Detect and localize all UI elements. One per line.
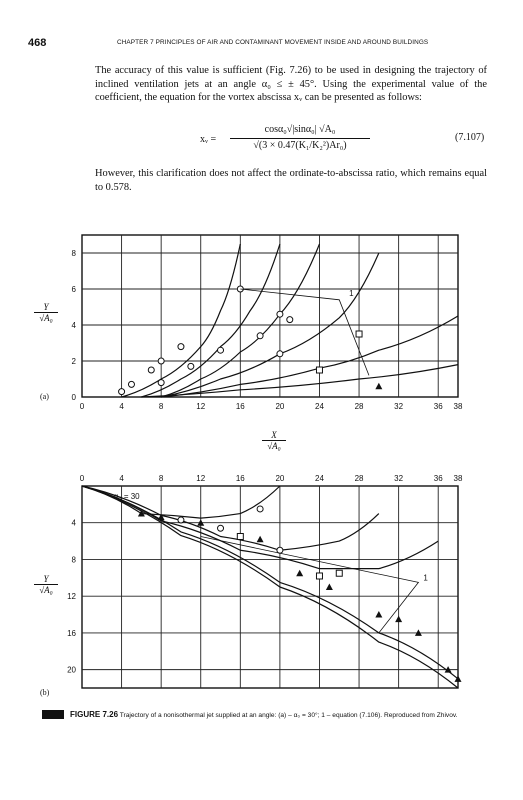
chart-b-ylabel-num: Y bbox=[34, 574, 58, 585]
data-point-triangle bbox=[375, 611, 382, 618]
x-tick-label: 36 bbox=[433, 474, 443, 483]
data-point-circle bbox=[277, 351, 283, 357]
plot-frame bbox=[82, 235, 458, 397]
data-point-circle bbox=[148, 367, 154, 373]
data-point-circle bbox=[128, 381, 134, 387]
chart-b-ylabel-den: √A₀ bbox=[39, 585, 53, 595]
annotation-label: 1 bbox=[423, 573, 428, 583]
data-point-circle bbox=[178, 517, 184, 523]
series-line-5 bbox=[141, 365, 458, 397]
data-point-square bbox=[316, 367, 322, 373]
y-tick-label: 4 bbox=[71, 321, 76, 330]
x-tick-label: 32 bbox=[394, 402, 404, 411]
paragraph-2: However, this clarification does not affect the ordinate-to-abscissa ratio, which remains equal to 0.578. bbox=[95, 168, 487, 193]
equation-lhs: xᵥ = bbox=[200, 134, 217, 145]
equation-number: (7.107) bbox=[455, 132, 485, 143]
caption-text: Trajectory of a nonisothermal jet supplied at an angle: (a) – α₀ = 30°; 1 – equation (7.106). Reproduced from Zhivov. bbox=[119, 712, 458, 719]
y-tick-label: 16 bbox=[67, 628, 76, 638]
x-tick-label: 0 bbox=[79, 402, 85, 411]
chart-a-ylabel bbox=[34, 302, 58, 323]
chart-b-ylabel bbox=[34, 574, 58, 595]
data-point-circle bbox=[158, 380, 164, 386]
angle-label: α₀ = 30 bbox=[113, 491, 140, 501]
data-point-triangle bbox=[326, 584, 333, 591]
annotation-leader bbox=[201, 537, 419, 633]
chart-b-panel-label: (b) bbox=[40, 688, 50, 697]
y-tick-label: 20 bbox=[67, 665, 76, 675]
x-tick-label: 8 bbox=[158, 474, 164, 483]
x-tick-label: 16 bbox=[235, 474, 245, 483]
data-point-square bbox=[336, 570, 342, 576]
caption-label: FIGURE 7.26 bbox=[70, 710, 119, 719]
equation-denominator: √(3 × 0.47(K₁/K₂²)Ar₀) bbox=[253, 140, 347, 151]
x-axis-label-den: √A₀ bbox=[267, 441, 281, 451]
y-tick-label: 4 bbox=[71, 518, 76, 528]
data-point-triangle bbox=[395, 616, 402, 623]
data-point-circle bbox=[188, 363, 194, 369]
chart-a bbox=[0, 215, 523, 415]
x-tick-label: 28 bbox=[354, 474, 364, 483]
y-tick-label: 8 bbox=[71, 249, 76, 258]
figure-caption bbox=[70, 710, 480, 720]
data-point-triangle bbox=[296, 570, 303, 577]
annotation-leader bbox=[240, 289, 369, 375]
data-point-triangle bbox=[375, 383, 382, 390]
data-point-circle bbox=[257, 333, 263, 339]
data-point-circle bbox=[218, 525, 224, 531]
data-point-square bbox=[237, 534, 243, 540]
data-point-circle bbox=[257, 506, 263, 512]
data-point-circle bbox=[178, 344, 184, 350]
data-point-square bbox=[356, 331, 362, 337]
running-title: CHAPTER 7 PRINCIPLES OF AIR AND CONTAMINANT MOVEMENT INSIDE AND AROUND BUILDINGS bbox=[117, 39, 429, 46]
x-tick-label: 36 bbox=[433, 402, 443, 411]
paragraph-1: The accuracy of this value is sufficient (Fig. 7.26) to be used in designing the trajectory of inclined ventilation jets at an angle α₀ ≤ ± 45°. Using the experimental value of the coefficient, the equation for the vortex abscissa xᵥ can be presented as follows: bbox=[95, 65, 487, 104]
x-tick-label: 38 bbox=[453, 402, 463, 411]
x-tick-label: 20 bbox=[275, 402, 285, 411]
x-axis-label bbox=[262, 430, 286, 451]
chart-a-panel-label: (a) bbox=[40, 392, 49, 401]
caption-marker bbox=[42, 710, 64, 719]
x-tick-label: 4 bbox=[119, 402, 124, 411]
data-point-circle bbox=[119, 389, 125, 395]
x-tick-label: 28 bbox=[354, 402, 364, 411]
x-axis-label-num: X bbox=[262, 430, 286, 441]
page-number: 468 bbox=[28, 37, 47, 49]
y-tick-label: 12 bbox=[67, 592, 76, 602]
equation-numerator: cosα₀√|sinα₀| √A₀ bbox=[264, 124, 336, 135]
x-tick-label: 24 bbox=[315, 402, 324, 411]
x-tick-label: 0 bbox=[79, 474, 85, 483]
data-point-circle bbox=[287, 317, 293, 323]
y-tick-label: 6 bbox=[71, 285, 76, 294]
series-line-0 bbox=[82, 486, 280, 518]
chart-a-ylabel-num: Y bbox=[34, 302, 58, 313]
y-tick-label: 0 bbox=[71, 393, 76, 402]
x-tick-label: 8 bbox=[158, 402, 164, 411]
series-line-3 bbox=[82, 486, 458, 679]
y-tick-label: 8 bbox=[71, 555, 76, 565]
x-tick-label: 20 bbox=[275, 474, 285, 483]
fraction-bar bbox=[230, 138, 370, 139]
x-tick-label: 12 bbox=[196, 402, 206, 411]
data-point-circle bbox=[218, 347, 224, 353]
data-point-circle bbox=[277, 311, 283, 317]
x-tick-label: 38 bbox=[453, 474, 463, 483]
x-tick-label: 12 bbox=[196, 474, 206, 483]
x-tick-label: 4 bbox=[119, 474, 124, 483]
annotation-label: 1 bbox=[349, 289, 354, 299]
y-tick-label: 2 bbox=[71, 357, 76, 366]
series-line-0 bbox=[122, 244, 241, 397]
chart-a-ylabel-den: √A₀ bbox=[39, 313, 53, 323]
x-tick-label: 16 bbox=[235, 402, 245, 411]
data-point-triangle bbox=[257, 536, 264, 543]
x-tick-label: 32 bbox=[394, 474, 404, 483]
data-point-square bbox=[316, 573, 322, 579]
data-point-circle bbox=[158, 358, 164, 364]
x-tick-label: 24 bbox=[315, 474, 324, 483]
chart-b bbox=[0, 470, 523, 700]
